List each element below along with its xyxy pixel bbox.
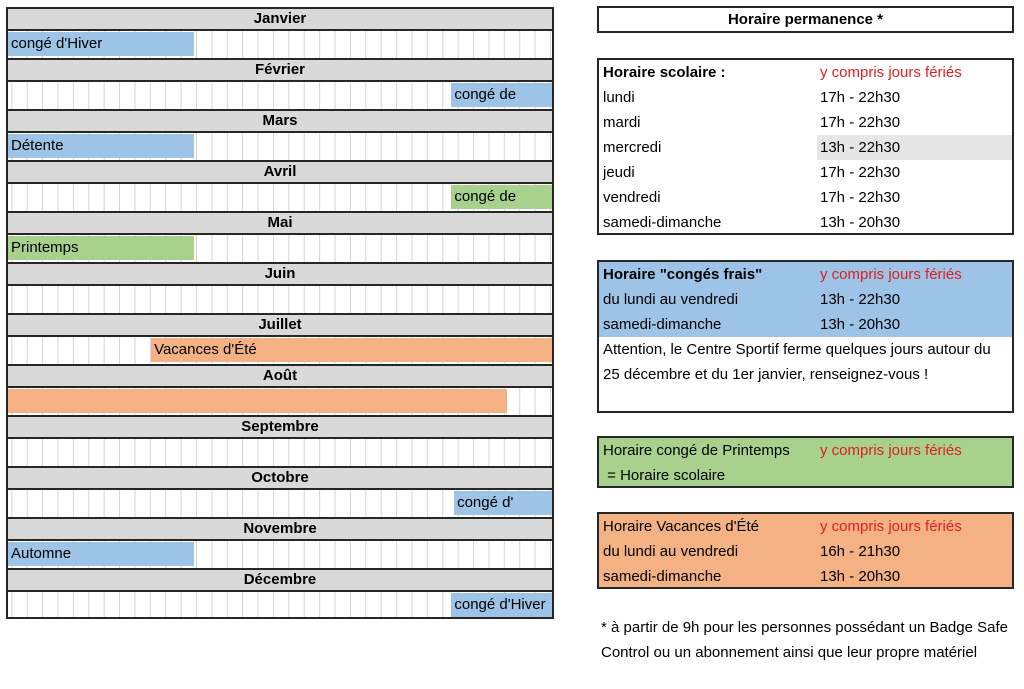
- summer-heading: Horaire Vacances d'Été: [603, 518, 759, 535]
- month-block: [6, 211, 554, 262]
- summer-schedule-table: [597, 512, 1014, 589]
- month-header: Avril: [6, 160, 554, 184]
- month-row: [6, 286, 554, 313]
- month-block: [6, 364, 554, 415]
- month-header: Mai: [6, 211, 554, 235]
- conges-frais-table: [597, 260, 1014, 413]
- day-cell: samedi-dimanche: [603, 316, 722, 333]
- month-row: [6, 82, 554, 109]
- spring-heading: Horaire congé de Printemps: [603, 442, 790, 459]
- month-row: [6, 541, 554, 568]
- hours-cell: 17h - 22h30: [820, 189, 901, 206]
- month-block: [6, 160, 554, 211]
- month-row: [6, 592, 554, 619]
- day-cell: du lundi au vendredi: [603, 543, 739, 560]
- spring-equivalence: = Horaire scolaire: [603, 467, 726, 484]
- holidays-included-note: y compris jours fériés: [820, 518, 962, 535]
- month-header: Novembre: [6, 517, 554, 541]
- conges-heading-row: [599, 262, 1012, 287]
- footnote: * à partir de 9h pour les personnes possédant un Badge Safe Control ou un abonnement ainsi que leur propre matériel: [601, 619, 1008, 661]
- hours-cell: 17h - 22h30: [820, 89, 901, 106]
- conges-heading: Horaire "congés frais": [603, 266, 763, 283]
- holidays-included-note: y compris jours fériés: [820, 266, 962, 283]
- day-cell: lundi: [603, 89, 635, 106]
- month-header: Octobre: [6, 466, 554, 490]
- month-row: [6, 133, 554, 160]
- day-cell: mercredi: [603, 139, 662, 156]
- month-block: [6, 517, 554, 568]
- month-row: [6, 490, 554, 517]
- holidays-included-note: y compris jours fériés: [820, 442, 962, 459]
- month-block: [6, 466, 554, 517]
- holidays-included-note: y compris jours fériés: [820, 64, 962, 81]
- spring-schedule-table: [597, 436, 1014, 488]
- month-row: [6, 235, 554, 262]
- conges-colored-section: [599, 262, 1012, 337]
- holiday-bar: congé de: [451, 83, 552, 107]
- table-row: [599, 85, 1012, 110]
- table-row: [599, 210, 1012, 235]
- month-block: [6, 415, 554, 466]
- hours-cell: 16h - 21h30: [820, 543, 901, 560]
- month-header: Mars: [6, 109, 554, 133]
- holiday-bar: Automne: [8, 542, 194, 566]
- table-row: [599, 135, 1012, 160]
- hours-cell: 17h - 22h30: [820, 164, 901, 181]
- holiday-bar: congé d'Hiver: [451, 593, 552, 617]
- month-block: [6, 262, 554, 313]
- closure-notice: Attention, le Centre Sportif ferme quelques jours autour du 25 décembre et du 1er janvier, renseignez-vous !: [603, 341, 991, 383]
- month-row: [6, 439, 554, 466]
- month-calendar: [6, 7, 554, 619]
- hours-cell: 13h - 20h30: [820, 214, 901, 231]
- day-cell: jeudi: [603, 164, 635, 181]
- month-header: Juin: [6, 262, 554, 286]
- month-row: [6, 184, 554, 211]
- day-cell: samedi-dimanche: [603, 214, 722, 231]
- month-header: Février: [6, 58, 554, 82]
- table-row: [599, 160, 1012, 185]
- table-row: [599, 564, 1012, 589]
- table-row: [599, 287, 1012, 312]
- spring-heading-row: [599, 438, 1012, 463]
- holiday-bar: [8, 389, 507, 413]
- table-row: [599, 539, 1012, 564]
- month-header: Janvier: [6, 7, 554, 31]
- hours-cell: 13h - 20h30: [820, 568, 901, 585]
- holiday-bar: congé de: [451, 185, 552, 209]
- school-heading: Horaire scolaire :: [603, 64, 726, 81]
- holiday-bar: congé d': [454, 491, 552, 515]
- month-header: Août: [6, 364, 554, 388]
- month-block: [6, 58, 554, 109]
- hours-cell: 13h - 20h30: [820, 316, 901, 333]
- table-row: [599, 312, 1012, 337]
- month-block: [6, 7, 554, 58]
- day-cell: mardi: [603, 114, 641, 131]
- table-row: [599, 463, 1012, 488]
- month-header: Décembre: [6, 568, 554, 592]
- holiday-bar: Vacances d'Été: [151, 338, 552, 362]
- holiday-bar: congé d'Hiver: [8, 32, 194, 56]
- month-block: [6, 109, 554, 160]
- month-header: Juillet: [6, 313, 554, 337]
- summer-heading-row: [599, 514, 1012, 539]
- month-row: [6, 337, 554, 364]
- month-header: Septembre: [6, 415, 554, 439]
- hours-cell: 17h - 22h30: [820, 114, 901, 131]
- school-schedule-table: [597, 58, 1014, 235]
- day-cell: samedi-dimanche: [603, 568, 722, 585]
- month-block: [6, 568, 554, 619]
- month-block: [6, 313, 554, 364]
- table-row: [599, 185, 1012, 210]
- month-row: [6, 31, 554, 58]
- month-row: [6, 388, 554, 415]
- day-cell: vendredi: [603, 189, 661, 206]
- day-cell: du lundi au vendredi: [603, 291, 739, 308]
- schedule-title: Horaire permanence *: [597, 6, 1014, 33]
- holiday-bar: Détente: [8, 134, 194, 158]
- hours-cell: 13h - 22h30: [820, 291, 901, 308]
- school-heading-row: [599, 60, 1012, 85]
- holiday-bar: Printemps: [8, 236, 194, 260]
- hours-cell: 13h - 22h30: [820, 139, 901, 156]
- table-row: [599, 110, 1012, 135]
